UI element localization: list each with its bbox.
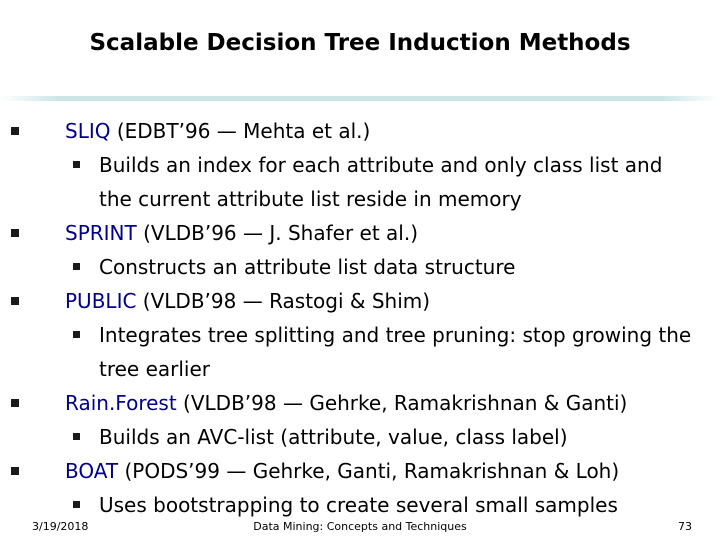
square-bullet-icon bbox=[11, 399, 19, 407]
method-name: SPRINT bbox=[65, 221, 137, 245]
square-bullet-icon bbox=[11, 467, 19, 475]
square-bullet-icon bbox=[11, 297, 19, 305]
page-number: 73 bbox=[678, 520, 692, 533]
slide-title: Scalable Decision Tree Induction Methods bbox=[89, 30, 631, 56]
footer-title: Data Mining: Concepts and Techniques bbox=[253, 520, 467, 533]
sub-item bbox=[0, 420, 699, 454]
method-name: SLIQ bbox=[65, 119, 111, 143]
method-citation: (VLDB’98 — Rastogi & Shim) bbox=[136, 289, 431, 313]
sub-item-text: Integrates tree splitting and tree pruning: stop growing the tree earlier bbox=[99, 323, 692, 381]
method-citation: (VLDB’96 — J. Shafer et al.) bbox=[136, 221, 419, 245]
list-item-public bbox=[0, 284, 720, 386]
title-divider bbox=[0, 96, 720, 101]
square-bullet-icon bbox=[11, 127, 19, 135]
sub-item-text: Builds an AVC-list (attribute, value, class label) bbox=[99, 425, 568, 449]
sub-item-text: Builds an index for each attribute and only class list and the current attribute list reside in memory bbox=[99, 153, 663, 211]
sub-item bbox=[0, 148, 699, 216]
square-bullet-icon bbox=[73, 501, 80, 508]
method-citation: (VLDB’98 — Gehrke, Ramakrishnan & Ganti) bbox=[176, 391, 628, 415]
square-bullet-icon bbox=[73, 263, 80, 270]
list-item-sliq bbox=[0, 114, 720, 216]
method-name: BOAT bbox=[65, 459, 119, 483]
method-citation: (PODS’99 — Gehrke, Ganti, Ramakrishnan & Loh) bbox=[118, 459, 620, 483]
sub-item-text: Uses bootstrapping to create several small samples bbox=[99, 493, 618, 517]
footer-date: 3/19/2018 bbox=[32, 520, 89, 533]
sub-item bbox=[0, 318, 699, 386]
sub-item-text: Constructs an attribute list data structure bbox=[99, 255, 516, 279]
method-name: PUBLIC bbox=[65, 289, 137, 313]
list-item-rainforest bbox=[0, 386, 720, 454]
method-name: Rain.Forest bbox=[65, 391, 177, 415]
bullet-list bbox=[0, 114, 720, 522]
method-citation: (EDBT’96 — Mehta et al.) bbox=[110, 119, 371, 143]
square-bullet-icon bbox=[73, 331, 80, 338]
sub-item bbox=[0, 488, 699, 522]
list-item-sprint bbox=[0, 216, 720, 284]
square-bullet-icon bbox=[73, 161, 80, 168]
sub-item bbox=[0, 250, 699, 284]
square-bullet-icon bbox=[73, 433, 80, 440]
square-bullet-icon bbox=[11, 229, 19, 237]
list-item-boat bbox=[0, 454, 720, 522]
